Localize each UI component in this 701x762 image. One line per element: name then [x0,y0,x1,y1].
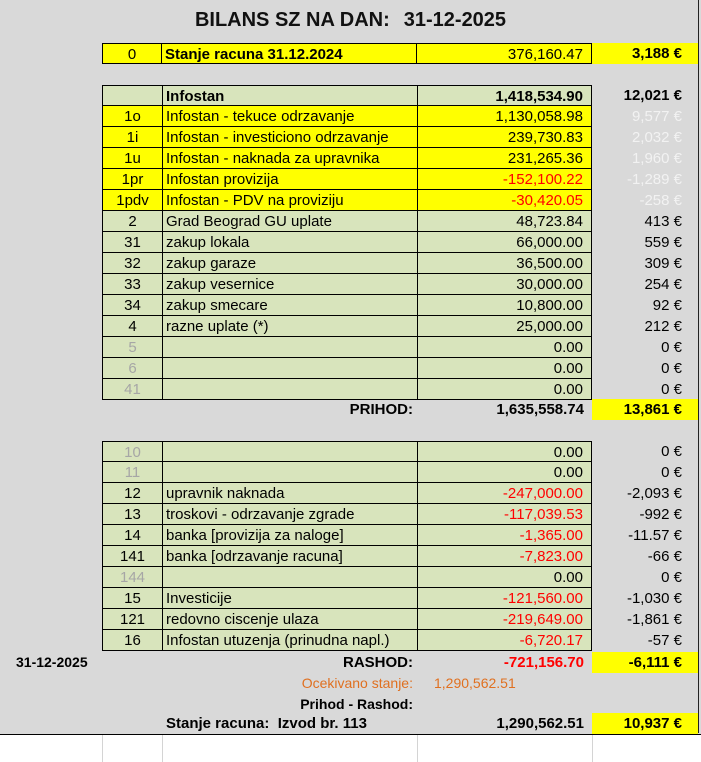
row-code[interactable]: 31 [102,232,162,253]
row-eur: -66 € [647,548,682,565]
row-code[interactable]: 12 [102,483,162,504]
row-label[interactable]: Grad Beograd GU uplate [162,211,417,232]
row-amount[interactable]: -219,649.00 [417,609,592,630]
row-label[interactable] [162,462,417,483]
row-eur: -57 € [647,632,682,649]
row-eur: -1,030 € [626,590,682,607]
row-code[interactable]: 34 [102,295,162,316]
prihod-amount[interactable]: 1,635,558.74 [496,401,584,418]
prihod-eur[interactable]: 13,861 € [592,399,698,420]
income-row[interactable] [102,211,698,232]
row-amount[interactable]: -247,000.00 [417,483,592,504]
expense-row[interactable] [102,441,698,462]
expense-row[interactable] [102,588,698,609]
diff-label: Prihod - Rashod: [300,696,413,712]
income-row[interactable] [102,169,698,190]
row-label[interactable]: Infostan utuzenja (prinudna napl.) [162,630,417,651]
row-amount[interactable]: 0.00 [417,567,592,588]
rashod-eur[interactable]: -6,111 € [592,652,698,673]
row-label[interactable] [162,441,417,462]
row-eur: -992 € [639,506,682,523]
row-code[interactable]: 1pdv [102,190,162,211]
page-title [0,9,701,32]
opening-amount[interactable]: 376,160.47 [417,43,592,64]
row-code[interactable]: 11 [102,462,162,483]
income-row[interactable] [102,379,698,400]
empty-cell[interactable] [417,735,593,762]
row-label[interactable] [162,379,417,400]
row-eur: 1,960 € [631,150,682,167]
row-code[interactable]: 1i [102,127,162,148]
empty-cell[interactable] [162,735,418,762]
row-label[interactable]: Infostan provizija [162,169,417,190]
row-amount[interactable]: 30,000.00 [417,274,592,295]
opening-balance-row[interactable] [102,43,698,64]
row-code[interactable]: 1o [102,106,162,127]
closing-amount[interactable]: 1,290,562.51 [496,715,584,732]
income-row[interactable] [102,148,698,169]
row-amount[interactable]: 1,130,058.98 [417,106,592,127]
empty-cell[interactable] [102,735,163,762]
expense-row[interactable] [102,462,698,483]
row-amount[interactable]: -1,365.00 [417,525,592,546]
prihod-label: PRIHOD: [349,401,413,418]
row-amount[interactable]: 0.00 [417,462,592,483]
row-amount[interactable]: 0.00 [417,358,592,379]
row-amount[interactable]: 48,723.84 [417,211,592,232]
row-amount[interactable]: 239,730.83 [417,127,592,148]
row-amount[interactable]: -117,039.53 [417,504,592,525]
row-eur: 309 € [644,255,682,272]
empty-grid-row [0,734,701,762]
income-row[interactable] [102,127,698,148]
row-code[interactable]: 16 [102,630,162,651]
expense-row[interactable] [102,546,698,567]
expense-row[interactable] [102,630,698,651]
row-label[interactable] [162,337,417,358]
row-code[interactable]: 32 [102,253,162,274]
infostan-header-row[interactable] [102,85,698,106]
diff-row [102,694,698,715]
row-code[interactable]: 2 [102,211,162,232]
opening-label[interactable]: Stanje racuna 31.12.2024 [162,43,417,64]
income-row[interactable] [102,295,698,316]
infostan-eur: 12,021 € [623,87,682,104]
report-date: 31-12-2025 [16,654,88,670]
row-label[interactable]: Infostan - naknada za upravnika [162,148,417,169]
row-eur: 0 € [661,381,682,398]
row-code[interactable]: 1u [102,148,162,169]
infostan-amount[interactable]: 1,418,534.90 [417,85,592,106]
row-label[interactable]: Infostan - PDV na proviziju [162,190,417,211]
title-date: 31-12-2025 [403,9,507,31]
row-label[interactable]: Investicije [162,588,417,609]
row-label[interactable]: zakup garaze [162,253,417,274]
closing-eur[interactable]: 10,937 € [592,713,698,734]
row-amount[interactable]: -6,720.17 [417,630,592,651]
row-eur: -11.57 € [628,527,682,544]
rashod-row [102,652,698,673]
row-eur: -1,861 € [626,611,682,628]
row-eur: 0 € [661,569,682,586]
row-eur: 212 € [644,318,682,335]
opening-code[interactable]: 0 [102,43,162,64]
row-label[interactable] [162,567,417,588]
row-code[interactable]: 4 [102,316,162,337]
row-amount[interactable]: 0.00 [417,337,592,358]
empty-cell[interactable] [0,735,103,762]
expected-amount[interactable]: 1,290,562.51 [434,675,516,691]
row-amount[interactable]: 10,800.00 [417,295,592,316]
infostan-code[interactable] [102,85,162,106]
row-label[interactable]: banka [provizija za naloge] [162,525,417,546]
row-label[interactable]: upravnik naknada [162,483,417,504]
row-eur: 559 € [644,234,682,251]
row-amount[interactable]: -152,100.22 [417,169,592,190]
row-label[interactable]: Infostan - tekuce odrzavanje [162,106,417,127]
expected-label: Ocekivano stanje: [301,675,413,691]
row-code[interactable]: 41 [102,379,162,400]
row-code[interactable]: 144 [102,567,162,588]
row-amount[interactable]: 231,265.36 [417,148,592,169]
row-eur: 2,032 € [631,129,682,146]
row-amount[interactable]: 66,000.00 [417,232,592,253]
expected-row [102,673,698,694]
row-code[interactable]: 15 [102,588,162,609]
row-label[interactable]: razne uplate (*) [162,316,417,337]
row-amount[interactable]: 0.00 [417,441,592,462]
row-code[interactable]: 1pr [102,169,162,190]
row-eur: 254 € [644,276,682,293]
row-label[interactable]: Infostan - investiciono odrzavanje [162,127,417,148]
title-label: BILANS SZ NA DAN: [194,9,390,31]
row-eur: -1,289 € [626,171,682,188]
income-row[interactable] [102,253,698,274]
income-row[interactable] [102,274,698,295]
row-label[interactable]: banka [odrzavanje racuna] [162,546,417,567]
row-eur: 0 € [661,339,682,356]
row-label[interactable]: zakup lokala [162,232,417,253]
infostan-label[interactable]: Infostan [162,85,417,106]
row-code[interactable]: 13 [102,504,162,525]
closing-label: Stanje racuna: Izvod br. 113 [166,715,367,732]
row-code[interactable]: 6 [102,358,162,379]
row-eur: 413 € [644,213,682,230]
row-amount[interactable]: -7,823.00 [417,546,592,567]
prihod-row [102,399,698,420]
row-label[interactable]: zakup vesernice [162,274,417,295]
expense-row[interactable] [102,483,698,504]
row-amount[interactable]: 0.00 [417,379,592,400]
row-code[interactable]: 33 [102,274,162,295]
row-eur: 92 € [652,297,682,314]
row-eur: 0 € [661,464,682,481]
row-code[interactable]: 10 [102,441,162,462]
row-eur: 0 € [661,443,682,460]
row-label[interactable]: zakup smecare [162,295,417,316]
closing-row [102,713,698,734]
row-amount[interactable]: -121,560.00 [417,588,592,609]
income-row[interactable] [102,106,698,127]
income-row[interactable] [102,337,698,358]
income-row[interactable] [102,358,698,379]
row-eur: 0 € [661,360,682,377]
row-amount[interactable]: -30,420.05 [417,190,592,211]
row-code[interactable]: 121 [102,609,162,630]
rashod-amount[interactable]: -721,156.70 [503,654,584,671]
income-row[interactable] [102,190,698,211]
income-row[interactable] [102,316,698,337]
row-label[interactable]: troskovi - odrzavanje zgrade [162,504,417,525]
opening-eur[interactable]: 3,188 € [592,43,698,64]
row-eur: 9,577 € [631,108,682,125]
expense-row[interactable] [102,525,698,546]
expense-row[interactable] [102,567,698,588]
row-amount[interactable]: 25,000.00 [417,316,592,337]
rashod-label: RASHOD: [343,654,413,671]
row-code[interactable]: 5 [102,337,162,358]
row-label[interactable]: redovno ciscenje ulaza [162,609,417,630]
expense-row[interactable] [102,504,698,525]
income-row[interactable] [102,232,698,253]
expense-row[interactable] [102,609,698,630]
row-amount[interactable]: 36,500.00 [417,253,592,274]
row-code[interactable]: 141 [102,546,162,567]
row-eur: -258 € [639,192,682,209]
row-code[interactable]: 14 [102,525,162,546]
row-eur: -2,093 € [626,485,682,502]
row-label[interactable] [162,358,417,379]
